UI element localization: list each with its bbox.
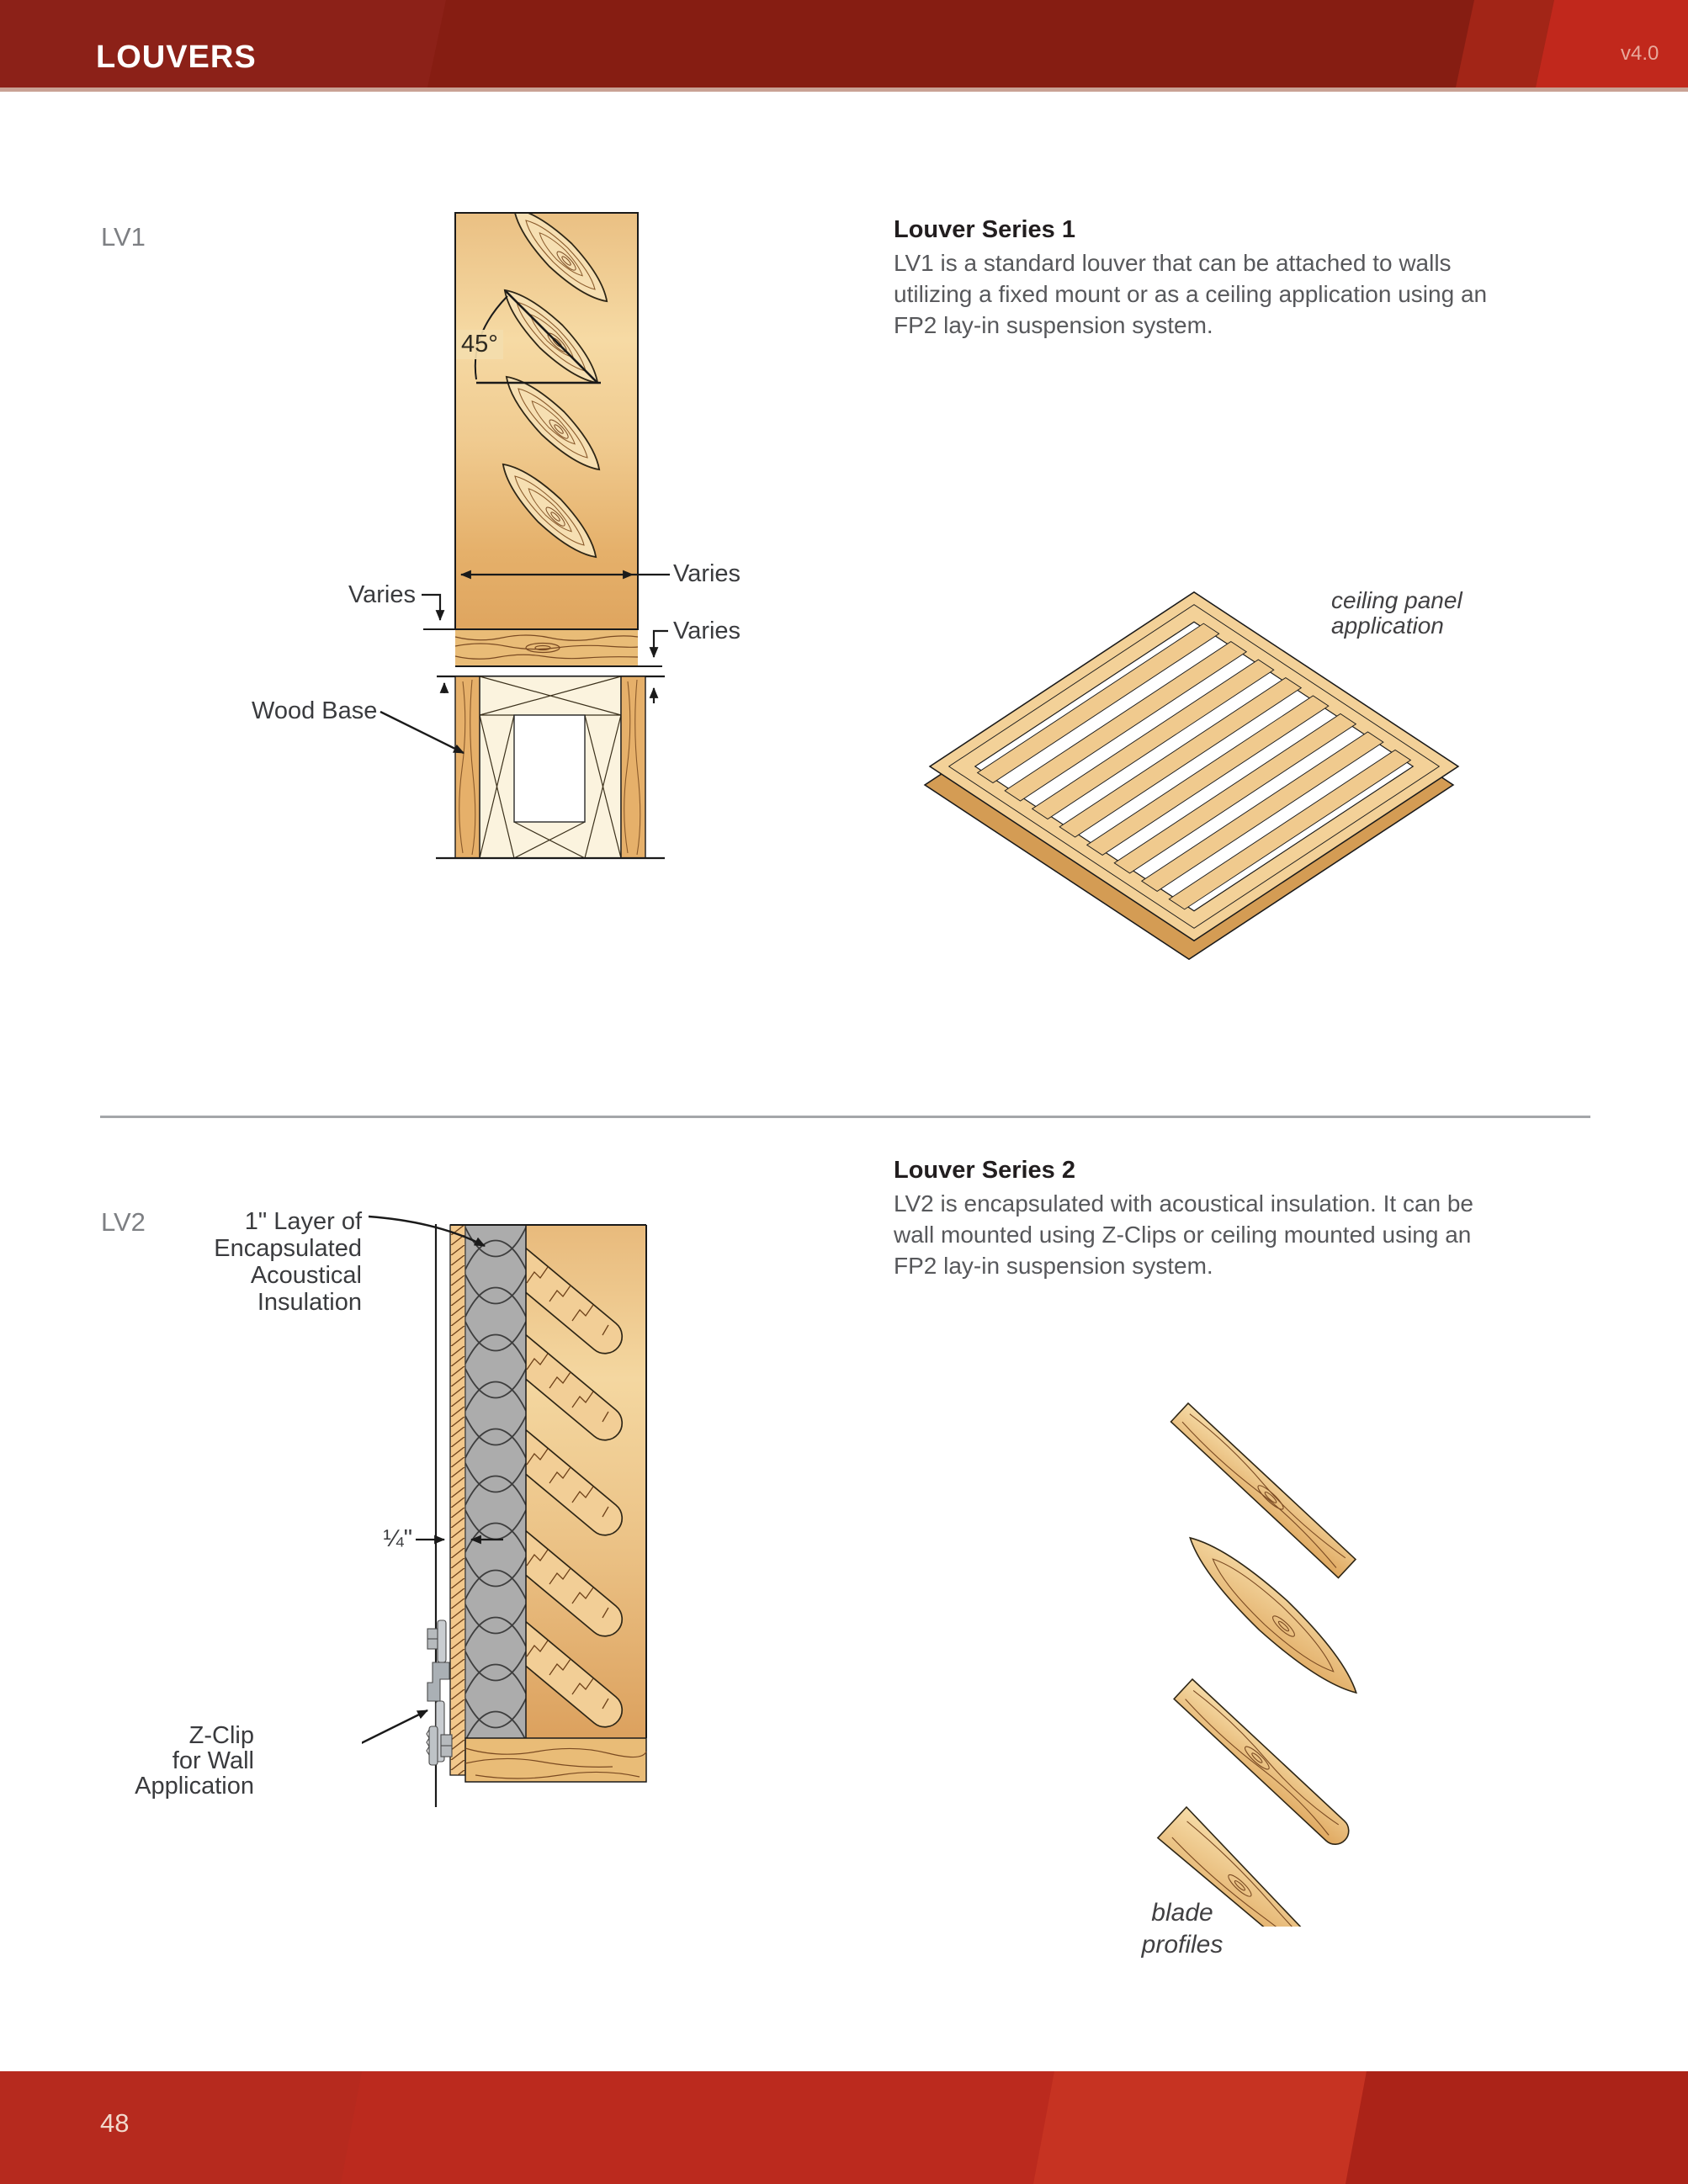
angle-value-label: 45° xyxy=(456,330,503,359)
lv2-description xyxy=(894,1188,1473,1281)
header-underline xyxy=(0,87,1688,92)
footer-bg-right xyxy=(1346,2071,1688,2184)
z-clip-hardware xyxy=(427,1620,452,1765)
page-number: 48 xyxy=(100,2108,130,2138)
lv1-wood-strip xyxy=(455,629,662,666)
lv1-code-label: LV1 xyxy=(101,222,146,252)
acoustical-insulation-layer xyxy=(465,1225,526,1738)
zclip-label-line: Application xyxy=(135,1773,254,1800)
blade-caption-line: blade xyxy=(1151,1899,1213,1927)
zclip-label xyxy=(126,1723,254,1799)
version-label: v4.0 xyxy=(1621,42,1659,65)
lv1-desc-line: LV1 is a standard louver that can be attached to walls xyxy=(894,250,1452,276)
footer-bg-mid xyxy=(1033,2071,1367,2184)
lv2-desc-line: wall mounted using Z-Clips or ceiling mounted using an xyxy=(894,1222,1472,1248)
lv2-desc-line: FP2 lay-in suspension system. xyxy=(894,1253,1213,1279)
insulation-label-line: 1" Layer of xyxy=(244,1208,362,1235)
insulation-label-line: Encapsulated xyxy=(214,1235,362,1262)
quarter-inch-label: ¼" xyxy=(383,1525,412,1552)
wood-base-label: Wood Base xyxy=(252,697,378,724)
lv2-section-title: Louver Series 2 xyxy=(894,1157,1075,1184)
wood-base-pointer-arrow xyxy=(380,712,464,753)
header-bg-bright xyxy=(1536,0,1688,87)
ceiling-panel-illustration xyxy=(884,555,1506,1144)
ceiling-caption xyxy=(1331,588,1462,639)
ceiling-caption-line: application xyxy=(1331,612,1444,639)
lv1-description xyxy=(894,247,1487,341)
panel-frame xyxy=(930,592,1458,941)
lv1-section-title: Louver Series 1 xyxy=(894,216,1075,243)
lv2-code-label: LV2 xyxy=(101,1207,146,1237)
varies-height-label: Varies xyxy=(348,581,416,608)
varies-thickness-label: Varies xyxy=(673,618,741,644)
blade-profiles-caption xyxy=(1119,1897,1245,1961)
footer-band xyxy=(0,2071,1688,2184)
lv2-cross-section-drawing xyxy=(362,1153,665,1834)
lv1-wood-base xyxy=(436,676,665,858)
ceiling-caption-line: ceiling panel xyxy=(1331,587,1462,613)
section-divider xyxy=(100,1116,1590,1118)
insulation-label-line: Acoustical xyxy=(250,1262,362,1289)
zclip-pointer-arrow xyxy=(362,1710,427,1792)
lv1-desc-line: FP2 lay-in suspension system. xyxy=(894,312,1213,338)
insulation-label xyxy=(151,1208,362,1316)
blade-caption-line: profiles xyxy=(1141,1931,1224,1959)
lv2-bottom-strip xyxy=(465,1738,646,1782)
height-dimension-arrow xyxy=(422,595,457,629)
footer-background xyxy=(0,2071,1688,2184)
lv1-desc-line: utilizing a fixed mount or as a ceiling application using an xyxy=(894,281,1488,307)
zclip-label-line: for Wall xyxy=(172,1747,254,1774)
lv2-desc-line: LV2 is encapsulated with acoustical insulation. It can be xyxy=(894,1190,1474,1217)
footer-bg-left xyxy=(0,2071,362,2184)
thickness-dimension-arrow xyxy=(654,631,668,657)
blade-profiles-illustration xyxy=(1119,1363,1431,1927)
header-bg-mid xyxy=(427,0,1474,87)
base-window xyxy=(514,715,585,822)
lv1-cross-section-drawing xyxy=(362,202,698,959)
insulation-label-line: Insulation xyxy=(257,1289,362,1316)
lv1-louver-panel xyxy=(455,202,638,629)
page-title: LOUVERS xyxy=(96,40,257,75)
varies-width-label: Varies xyxy=(673,560,741,587)
zclip-label-line: Z-Clip xyxy=(188,1722,254,1749)
backer-strip-hatched xyxy=(450,1225,465,1775)
